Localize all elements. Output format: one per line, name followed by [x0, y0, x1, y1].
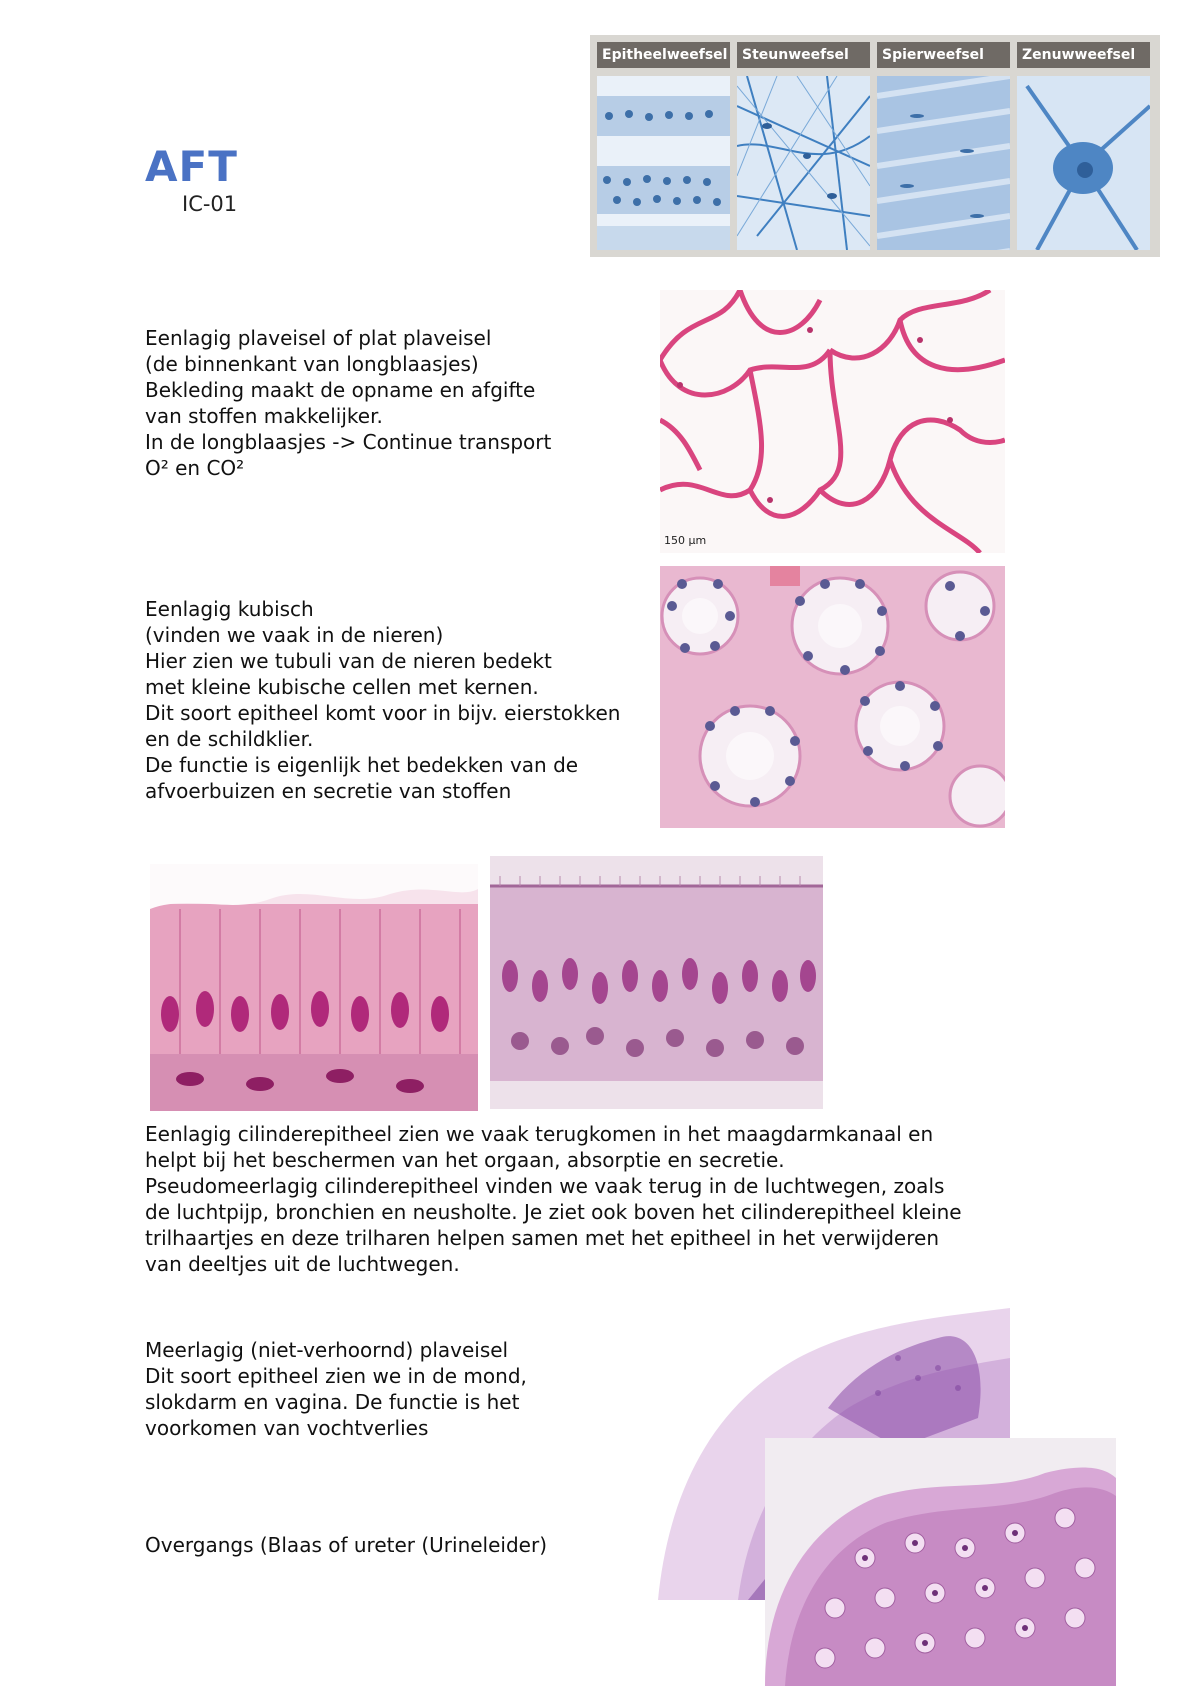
text-line: met kleine kubische cellen met kernen. [145, 675, 539, 699]
pseudostratified-columnar-micrograph [490, 856, 823, 1109]
tissue-tile-epithelium [597, 42, 730, 250]
simple-columnar-micrograph [150, 864, 478, 1111]
nerve-tissue-illustration-icon [1017, 76, 1150, 250]
kidney-tubules-micrograph [660, 566, 1005, 828]
text-line: van deeltjes uit de luchtwegen. [145, 1252, 460, 1276]
text-line: De functie is eigenlijk het bedekken van de [145, 753, 579, 777]
text-line: Pseudomeerlagig cilinderepitheel vinden we vaak terug in de luchtwegen, zoals [145, 1174, 945, 1198]
text-line: (de binnenkant van longblaasjes) [145, 352, 479, 376]
text-line: Eenlagig kubisch [145, 597, 314, 621]
text-line: Bekleding maakt de opname en afgifte [145, 378, 536, 402]
text-line: slokdarm en vagina. De functie is het [145, 1390, 520, 1414]
text-line: Dit soort epitheel komt voor in bijv. eierstokken [145, 701, 621, 725]
tissue-tile-nerve [1017, 42, 1150, 250]
simple-cuboidal-text [145, 596, 620, 804]
tissue-tile-connective [737, 42, 870, 250]
text-line: de luchtpijp, bronchien en neusholte. Je ziet ook boven het cilinderepitheel kleine [145, 1200, 962, 1224]
tissue-label: Spierweefsel [877, 42, 1010, 68]
text-line: Dit soort epitheel zien we in de mond, [145, 1364, 527, 1388]
text-line: Eenlagig cilinderepitheel zien we vaak terugkomen in het maagdarmkanaal en [145, 1122, 934, 1146]
text-line: (vinden we vaak in de nieren) [145, 623, 444, 647]
document-title: AFT [145, 142, 238, 191]
tissue-label: Epitheelweefsel [597, 42, 730, 68]
stratified-squamous-text [145, 1337, 527, 1441]
scale-bar-label: 150 µm [664, 534, 707, 547]
text-line: en de schildklier. [145, 727, 314, 751]
connective-tissue-illustration-icon [737, 76, 870, 250]
text-line: trilhaartjes en deze trilharen helpen samen met het epitheel in het verwijderen [145, 1226, 939, 1250]
text-line: afvoerbuizen en secretie van stoffen [145, 779, 512, 803]
transitional-epithelium-micrograph [765, 1438, 1116, 1686]
tissue-tile-muscle [877, 42, 1010, 250]
epithelium-illustration-icon [597, 76, 730, 250]
text-line: Meerlagig (niet-verhoornd) plaveisel [145, 1338, 509, 1362]
simple-squamous-text [145, 325, 551, 481]
tissue-label: Zenuwweefsel [1017, 42, 1150, 68]
columnar-text [145, 1121, 962, 1277]
muscle-tissue-illustration-icon [877, 76, 1010, 250]
text-line: O² en CO² [145, 456, 245, 480]
tissue-types-figure [590, 35, 1160, 257]
text-line: voorkomen van vochtverlies [145, 1416, 429, 1440]
document-subtitle: IC-01 [182, 192, 238, 216]
text-line: Hier zien we tubuli van de nieren bedekt [145, 649, 552, 673]
text-line: In de longblaasjes -> Continue transport [145, 430, 552, 454]
text-line: Eenlagig plaveisel of plat plaveisel [145, 326, 492, 350]
lung-alveoli-micrograph [660, 290, 1005, 553]
transitional-text: Overgangs (Blaas of ureter (Urineleider) [145, 1533, 547, 1557]
tissue-label: Steunweefsel [737, 42, 870, 68]
text-line: helpt bij het beschermen van het orgaan, absorptie en secretie. [145, 1148, 785, 1172]
text-line: van stoffen makkelijker. [145, 404, 383, 428]
